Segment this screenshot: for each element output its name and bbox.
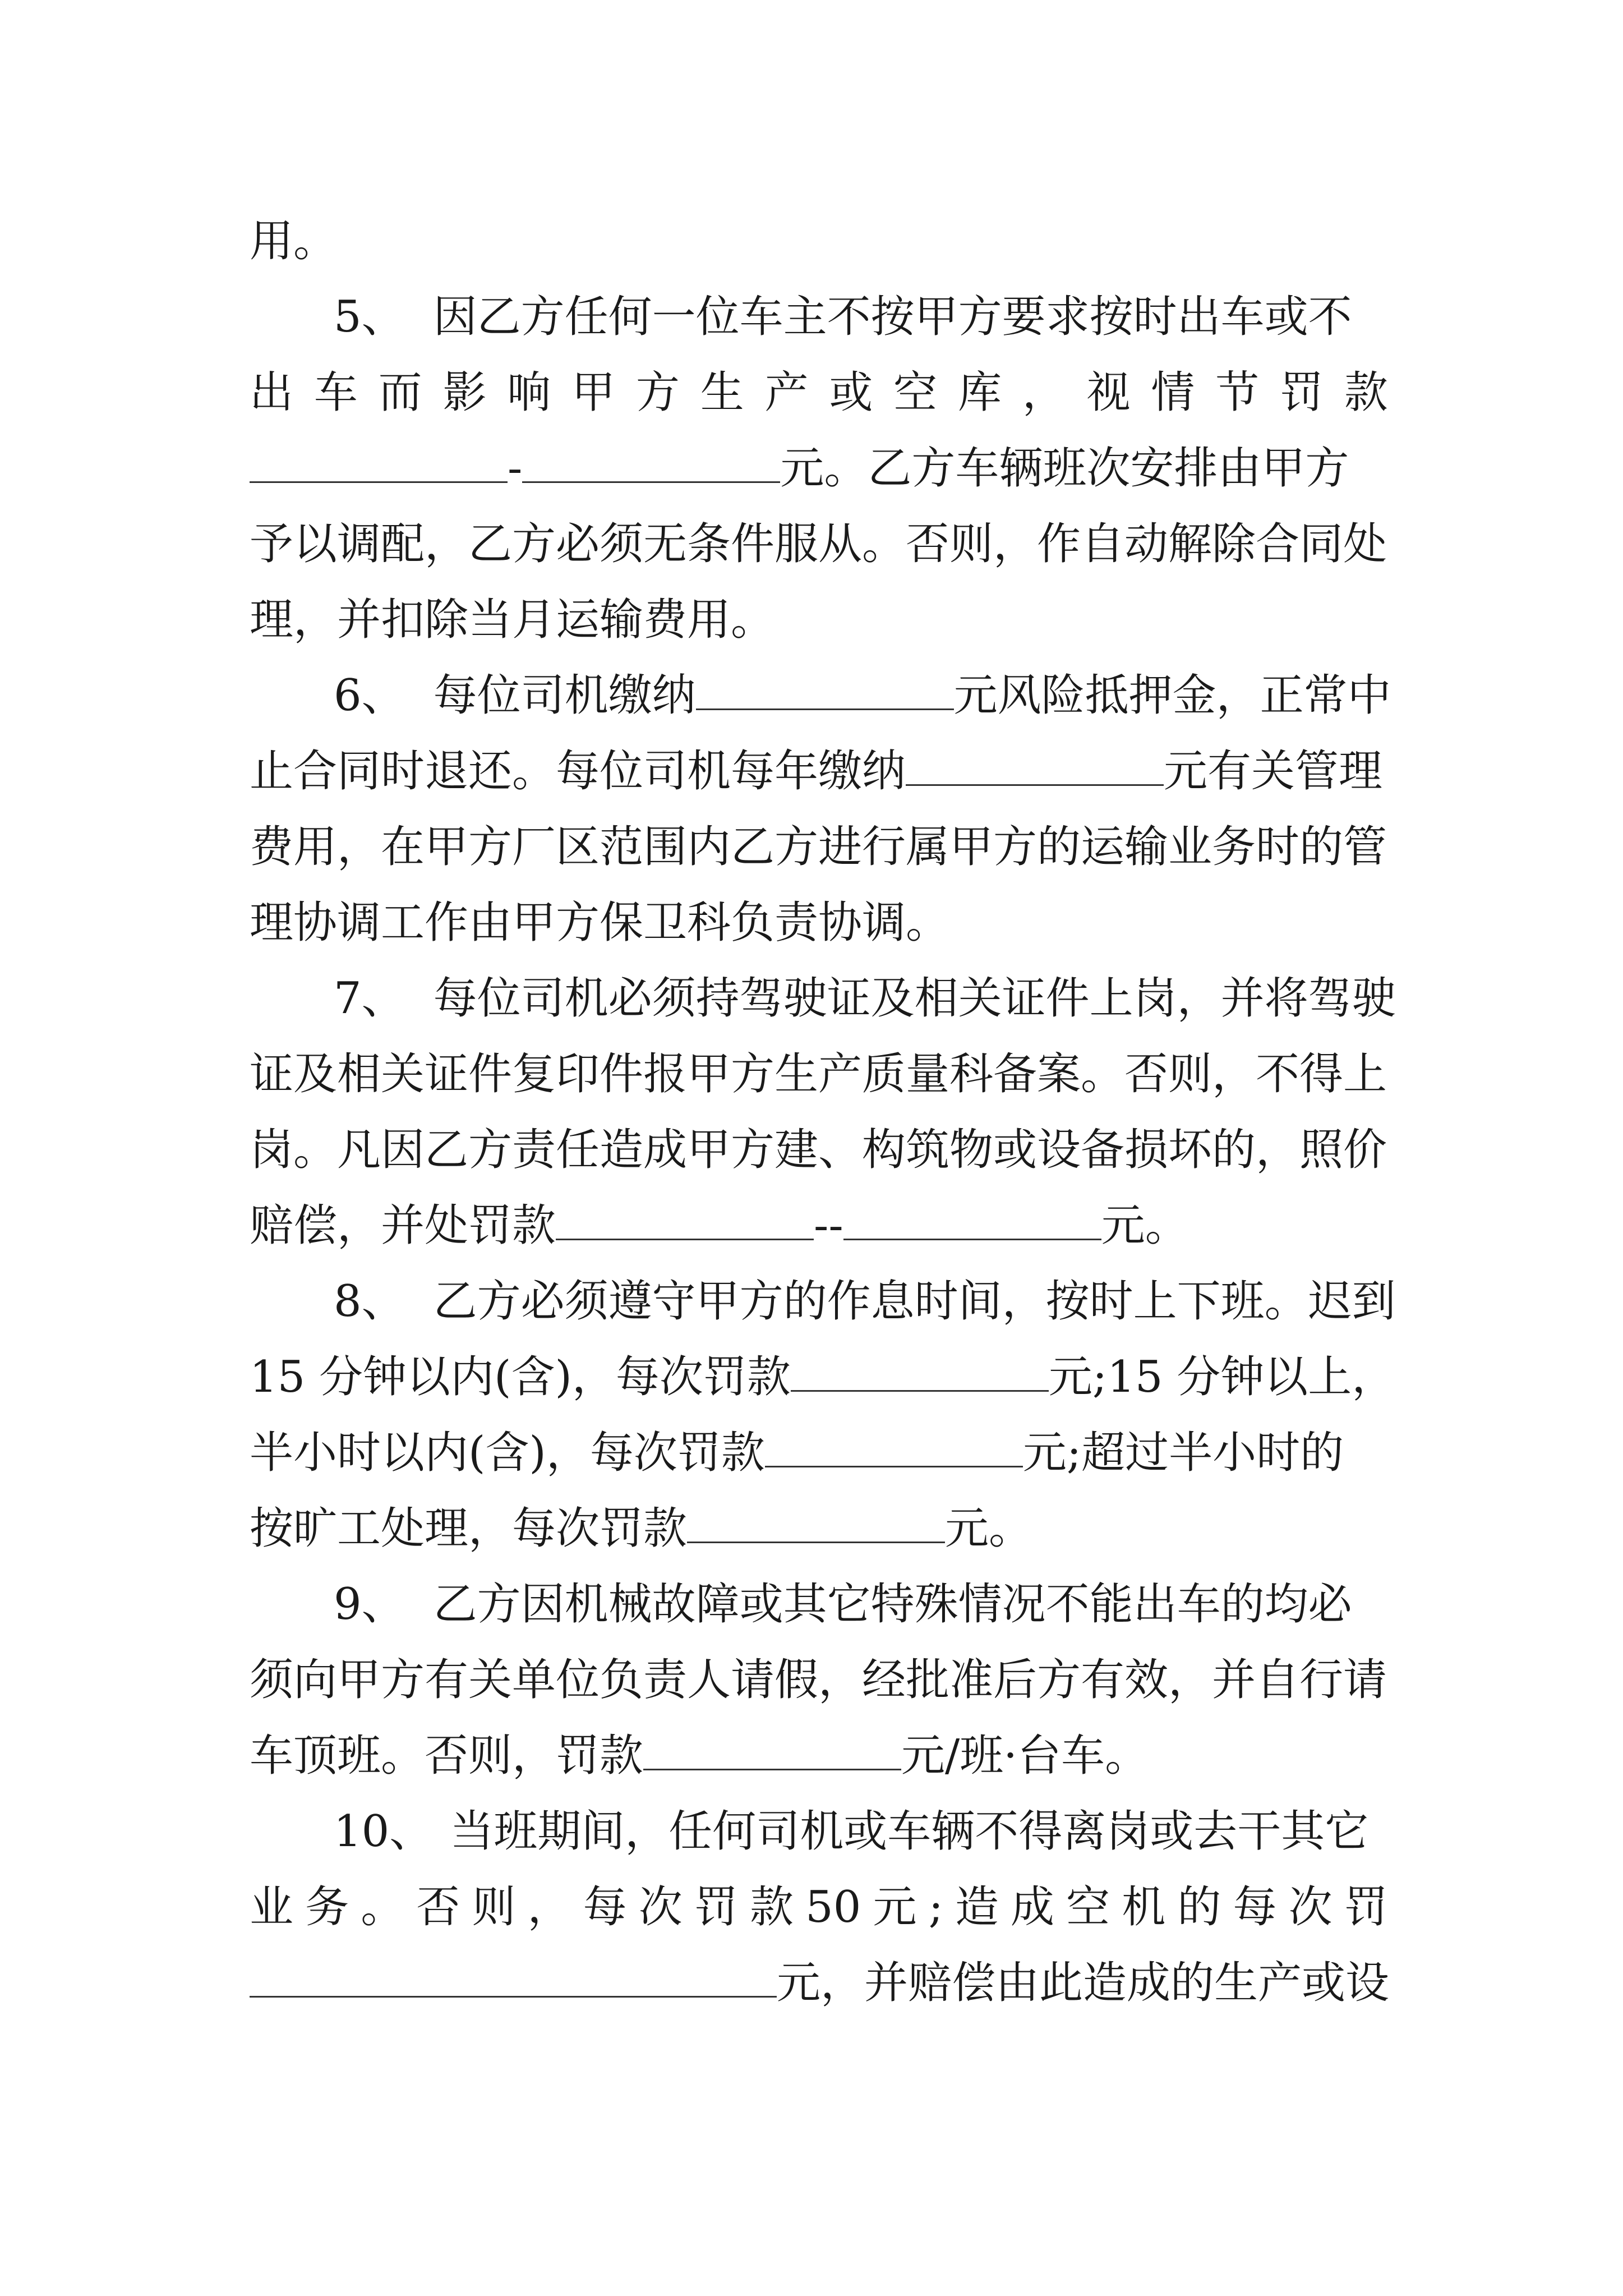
text-fragment: 元有关管理: [1164, 746, 1383, 797]
text-fragment: 乙方必须遵守甲方的作息时间，按时上下班。迟到: [433, 1276, 1396, 1327]
fill-blank: [843, 1198, 1101, 1240]
char: 出: [250, 367, 294, 418]
text-fragment: 乙方因机械故障或其它特殊情况不能出车的均必: [433, 1579, 1352, 1630]
text-fragment: 止合同时退还。每位司机每年缴纳: [250, 746, 906, 797]
char: 罚: [1280, 367, 1324, 418]
fill-blank: [906, 744, 1164, 786]
text-fragment: 元。: [945, 1503, 1033, 1554]
char: 每: [1233, 1882, 1277, 1932]
char: 库: [957, 367, 1002, 418]
text-fragment: 按旷工处理，每次罚款: [250, 1503, 688, 1554]
char: 次: [638, 1882, 683, 1932]
fill-blank: [687, 1501, 945, 1543]
char: 机: [1122, 1882, 1166, 1932]
char: 则: [472, 1882, 516, 1932]
clause-5-line-1: [334, 289, 1388, 345]
clause-5-line-2: [250, 365, 1388, 421]
char: 或: [829, 367, 873, 418]
char: ，: [527, 1882, 571, 1932]
text-fragment: 费用，在甲方厂区范围内乙方进行属甲方的运输业务时的管: [250, 822, 1387, 872]
char: 每: [583, 1882, 627, 1932]
clause-8-line-4: [250, 1501, 1388, 1557]
char: 车: [313, 367, 358, 418]
char: 而: [378, 367, 422, 418]
clause-7-line-2: [250, 1046, 1388, 1102]
text-fragment: 元风险抵押金，正常中: [953, 670, 1391, 721]
char: 业: [250, 1882, 294, 1932]
clause-6-line-1: [334, 668, 1391, 724]
clause-number: 6、: [334, 670, 405, 721]
text-fragment: 元。: [1101, 1200, 1189, 1251]
clause-8-line-3: [250, 1425, 1388, 1481]
char: 50: [805, 1882, 861, 1932]
text-fragment: 元/班·台车。: [901, 1731, 1149, 1781]
char: 元: [873, 1882, 917, 1932]
text-fragment: 半小时以内(含)，每次罚款: [250, 1428, 765, 1478]
fill-blank: [765, 1425, 1023, 1467]
char: 空: [1066, 1882, 1110, 1932]
text-fragment: --: [814, 1200, 843, 1251]
char: 的: [1177, 1882, 1221, 1932]
text-fragment: 元。乙方车辆班次安排由甲方: [780, 443, 1349, 494]
fill-blank: [556, 1198, 814, 1240]
text-fragment: 每位司机缴纳: [433, 670, 696, 721]
fill-blank: [696, 668, 954, 710]
text-fragment: 元;超过半小时的: [1022, 1428, 1344, 1478]
clause-number: 7、: [334, 973, 405, 1024]
char: 甲: [571, 367, 616, 418]
char: 响: [507, 367, 551, 418]
text-fragment: 理协调工作由甲方保卫科负责协调。: [250, 898, 950, 948]
fill-blank: [643, 1728, 901, 1770]
char: 否: [416, 1882, 460, 1932]
clause-number: 10、: [334, 1806, 434, 1857]
clause-8-line-2: [250, 1349, 1396, 1405]
clause-10-line-1: [334, 1803, 1388, 1860]
fill-blank: [250, 1955, 777, 1998]
char: 情: [1151, 367, 1195, 418]
clause-6-line-3: [250, 819, 1388, 875]
text-fragment: 车顶班。否则，罚款: [250, 1731, 644, 1781]
text-fragment: 岗。凡因乙方责任造成甲方建、构筑物或设备损坏的，照价: [250, 1125, 1387, 1175]
text-fragment: 元;15 分钟以上，: [1048, 1352, 1396, 1402]
clause-7-line-4: [250, 1198, 1388, 1254]
char: 空: [893, 367, 938, 418]
text-fragment: 每位司机必须持驾驶证及相关证件上岗，并将驾驶: [433, 973, 1396, 1024]
char: 罚: [1344, 1882, 1388, 1932]
clause-7-line-1: [334, 970, 1396, 1027]
clause-6-line-2: [250, 743, 1388, 799]
text-fragment: 须向甲方有关单位负责人请假，经批准后方有效，并自行请: [250, 1655, 1387, 1705]
text-fragment: 当班期间，任何司机或车辆不得离岗或去干其它: [450, 1806, 1369, 1857]
clause-9-line-3: [250, 1728, 1388, 1784]
char: 。: [361, 1882, 405, 1932]
text-fragment: 用。: [250, 216, 338, 266]
clause-5-line-3: [250, 440, 1388, 496]
clause-10-line-2: [250, 1879, 1388, 1935]
char: ，: [1022, 367, 1066, 418]
text-fragment: 予以调配，乙方必须无条件服从。否则，作自动解除合同处: [250, 519, 1387, 569]
char: 节: [1215, 367, 1260, 418]
char: ;: [928, 1882, 943, 1932]
text-line: [250, 213, 1388, 269]
char: 方: [635, 367, 680, 418]
clause-9-line-2: [250, 1652, 1388, 1708]
char: 成: [1011, 1882, 1055, 1932]
char: 视: [1086, 367, 1131, 418]
text-fragment: 证及相关证件复印件报甲方生产质量科备案。否则，不得上: [250, 1049, 1387, 1099]
clause-6-line-4: [250, 895, 1388, 951]
char: 生: [700, 367, 744, 418]
char: 款: [749, 1882, 794, 1932]
text-fragment: 15 分钟以内(含)，每次罚款: [250, 1352, 791, 1402]
clause-10-line-3: [250, 1955, 1388, 2011]
char: 影: [442, 367, 487, 418]
char: 务: [305, 1882, 349, 1932]
clause-7-line-3: [250, 1122, 1388, 1178]
clause-9-line-1: [334, 1576, 1388, 1632]
clause-5-line-5: [250, 592, 1388, 648]
fill-blank: [250, 441, 508, 483]
clause-5-line-4: [250, 516, 1388, 572]
clause-number: 5、: [334, 292, 405, 342]
text-fragment: 理，并扣除当月运输费用。: [250, 595, 775, 645]
text-fragment: 元，并赔偿由此造成的生产或设: [777, 1958, 1390, 2008]
char: 产: [764, 367, 809, 418]
fill-blank: [522, 441, 780, 483]
char: 款: [1344, 367, 1388, 418]
char: 造: [955, 1882, 999, 1932]
text-fragment: -: [508, 443, 523, 494]
char: 罚: [694, 1882, 738, 1932]
text-fragment: 因乙方任何一位车主不按甲方要求按时出车或不: [433, 292, 1352, 342]
char: 次: [1288, 1882, 1332, 1932]
clause-8-line-1: [334, 1273, 1396, 1329]
fill-blank: [791, 1350, 1049, 1392]
clause-number: 9、: [334, 1579, 405, 1630]
text-fragment: 赔偿，并处罚款: [250, 1200, 556, 1251]
clause-number: 8、: [334, 1276, 405, 1327]
